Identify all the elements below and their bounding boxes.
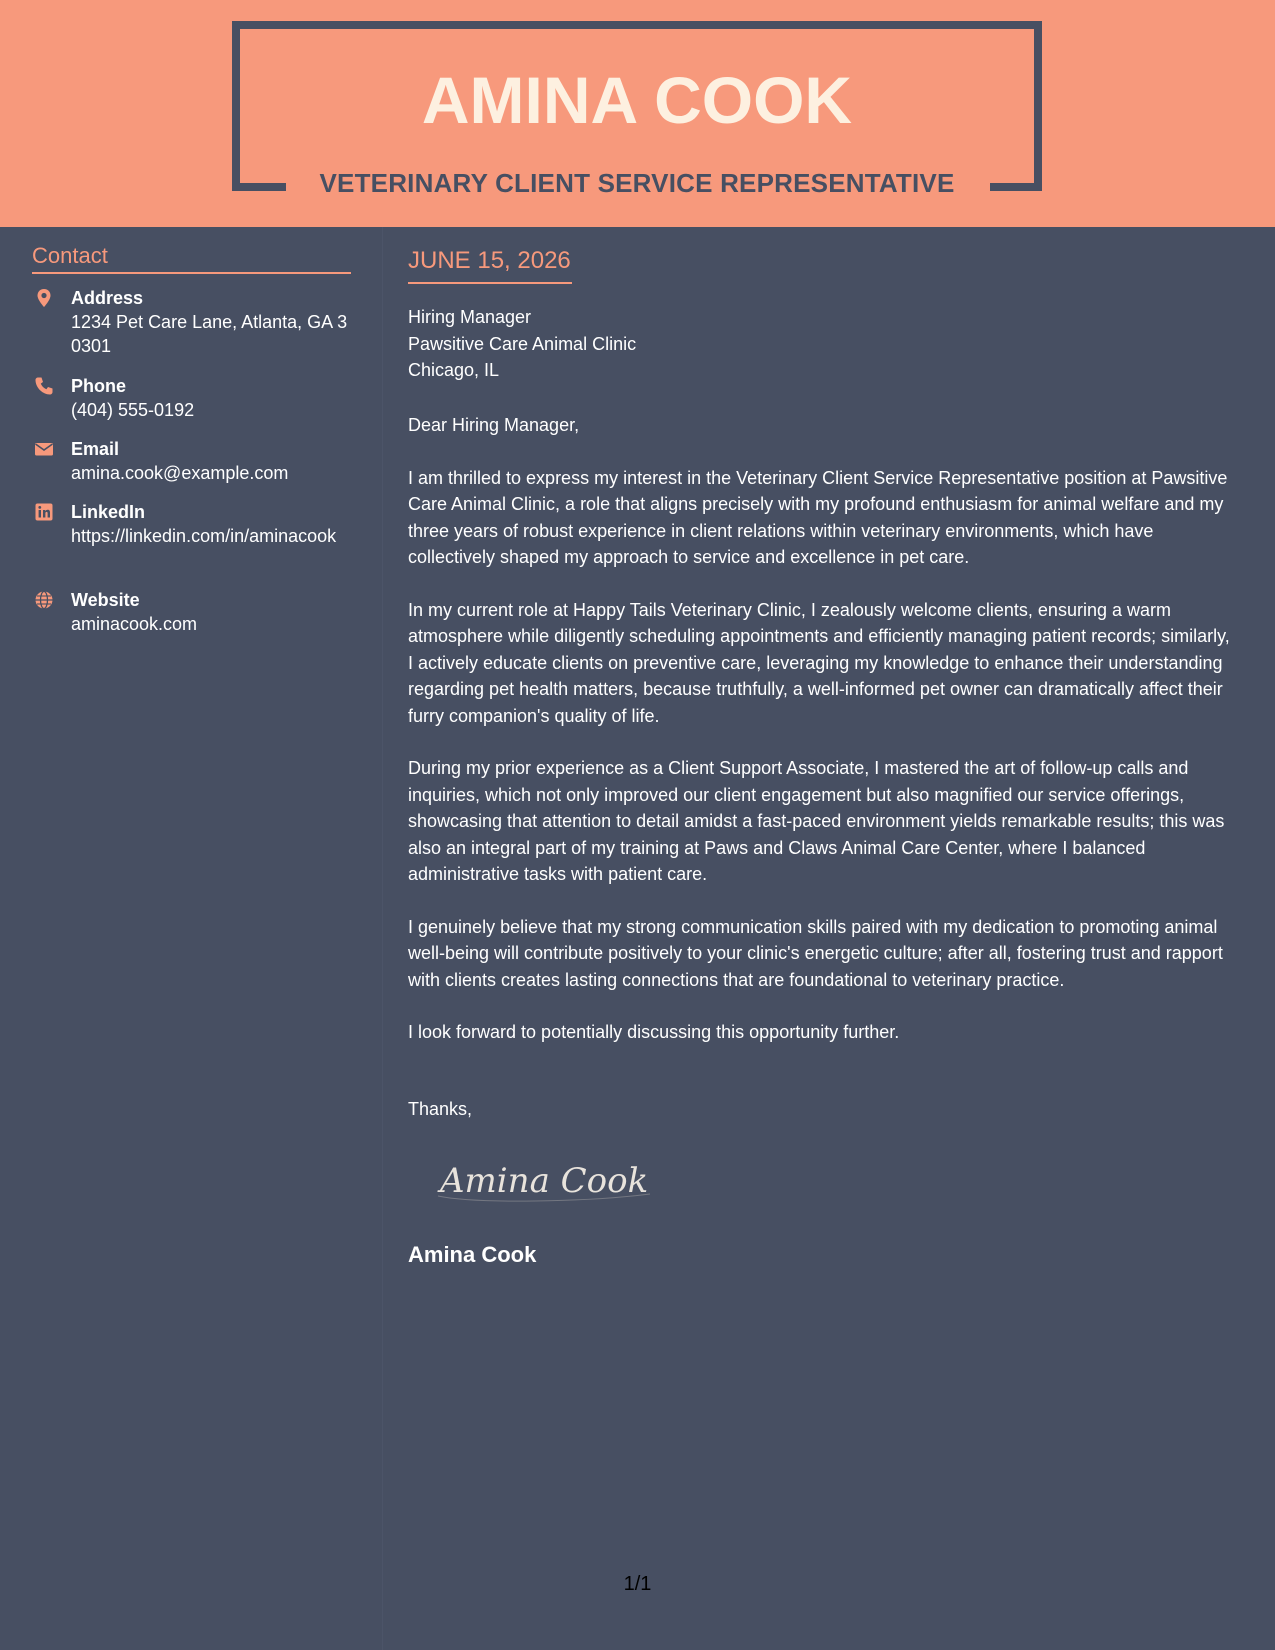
closing: Thanks, <box>408 1099 473 1119</box>
contact-label: Address <box>71 288 144 308</box>
letter-date-rule <box>408 282 572 284</box>
letter-date: JUNE 15, 2026 <box>408 247 571 274</box>
contact-label: Phone <box>71 376 127 396</box>
phone-link[interactable]: (404) 555-0192 <box>71 400 195 420</box>
contact-label: Website <box>71 590 140 610</box>
website-link[interactable]: aminacook.com <box>71 614 198 634</box>
letter-paragraph: I am thrilled to express my interest in the Veterinary Client Service Representative position at Pawsitive Care Animal Clinic, a role that aligns precisely with my profound enthusiasm for animal welfare and my three years of robust experience in client relations within veterinary environments, which have collectively shaped my approach to service and excellence in pet care. <box>408 467 1228 567</box>
contact-label: LinkedIn <box>71 502 146 522</box>
recipient-line: Hiring Manager <box>408 307 532 327</box>
signed-name: Amina Cook <box>408 1242 537 1267</box>
letter-body <box>408 412 1238 1072</box>
recipient-line: Pawsitive Care Animal Clinic <box>408 333 637 354</box>
letter-paragraph: I look forward to potentially discussing this opportunity further. <box>408 1022 900 1042</box>
applicant-name: AMINA COOK <box>421 63 853 137</box>
salutation: Dear Hiring Manager, <box>408 415 580 435</box>
contact-heading-rule <box>32 272 351 274</box>
phone-icon <box>34 376 54 396</box>
address-text: 1234 Pet Care Lane, Atlanta, GA 30301 <box>71 312 348 356</box>
sidebar-divider <box>382 227 383 1650</box>
page-number: 1/1 <box>623 1573 652 1595</box>
letter-paragraph: I genuinely believe that my strong communication skills paired with my dedication to promoting animal well-being will contribute positively to your clinic's energetic culture; after all, fostering trust and rapport with clients creates lasting connections that are foundational to veterinary practice. <box>408 916 1223 990</box>
globe-icon <box>34 590 54 610</box>
contact-heading: Contact <box>32 243 108 268</box>
letter-paragraph: In my current role at Happy Tails Veterinary Clinic, I zealously welcome clients, ensuring a warm atmosphere while diligently scheduling appointments and efficiently managing patient records; similarly, I actively educate clients on preventive care, leveraging my knowledge to enhance their understanding regarding pet health matters, because truthfully, a well-informed pet owner can dramatically affect their furry companion's quality of life. <box>408 599 1230 726</box>
email-link[interactable]: amina.cook@example.com <box>71 463 289 483</box>
job-title: VETERINARY CLIENT SERVICE REPRESENTATIVE <box>319 168 955 198</box>
linkedin-link[interactable]: https://linkedin.com/in/aminacook <box>71 526 337 546</box>
letter-paragraph: During my prior experience as a Client Support Associate, I mastered the art of follow-up calls and inquiries, which not only improved our client engagement but also magnified our service offerings, showcasing that attention to detail amidst a fast-paced environment yields remarkable results; this was also an integral part of my training at Paws and Claws Animal Care Center, where I balanced administrative tasks with patient care. <box>408 758 1225 884</box>
recipient-block <box>408 304 636 384</box>
recipient-line: Chicago, IL <box>408 360 500 380</box>
contact-label: Email <box>71 439 120 459</box>
envelope-icon <box>34 439 54 459</box>
signature-image <box>436 1152 656 1208</box>
linkedin-icon <box>34 502 54 522</box>
map-pin-icon <box>34 288 54 308</box>
svg-text:Amina Cook: Amina Cook <box>440 1161 649 1201</box>
